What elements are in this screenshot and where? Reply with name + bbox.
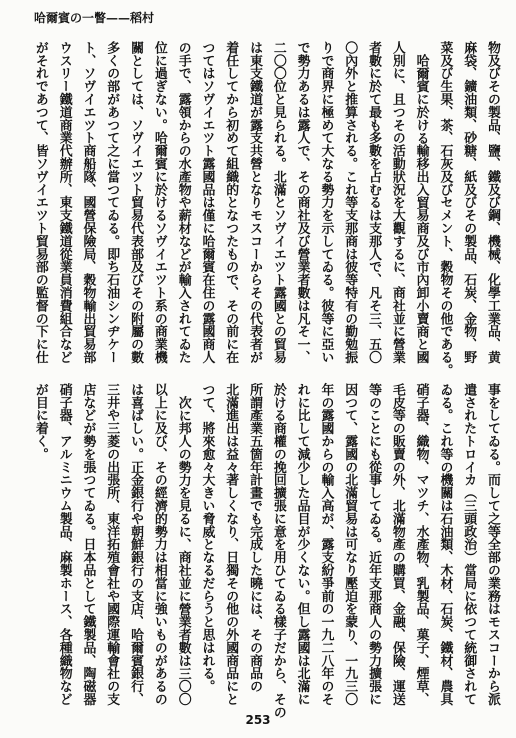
text-column: 於ける商權の挽回擴張に意を用ひてゐる樣子だから、その [270,383,286,719]
text-column: 人別に、且つその活動狀況を大觀するに、商社並に營業 [389,41,405,364]
text-column: 位に過ぎない。哈爾賓に於けるソヴイエツト系の商業機 [151,41,167,364]
text-column: りで商界に極めて大なる勢力を示してゐる。彼等に亞い [318,41,334,364]
running-header: 哈爾賓の一瞥——稻村 [34,11,155,25]
text-column: は喜ばしい。正金銀行や朝鮮銀行の支店、哈爾賓銀行、 [128,383,144,706]
text-column: 毛皮等の販賣の外、北滿物產の購買、金融、保險、運送 [389,383,405,706]
text-column: 等のことにも從事してゐる。近年支那商人の勢力擴張に [366,383,382,706]
text-column: の手で、露領からの水產物や薪材などが輸入されてゐた [175,41,191,364]
text-column: 者數に於て最も多數を占むるは支那人で、凡そ三、五〇 [366,41,382,364]
upper-text-block [28,41,504,377]
page-number: 253 [245,713,271,727]
text-column: 關としては、ソヴイエツト貿易代表部及びその附屬の數 [128,41,144,364]
text-column: 三井や三菱の出張所、東洋拓殖會社や國際運輸會社の支 [104,383,120,706]
text-column: ゐる。これ等の機關は石油類、木材、石炭、鐵材、農具 [437,383,453,706]
text-column: 遣されたトロイカ（三頭政治）當局に依つて統御されて [461,383,477,706]
text-column: 店などが勢を張つてゐる。日本品として鐵製品、陶磁器 [80,383,96,706]
text-column: 因つて、露國の北滿貿易は可なり壓迫を蒙り、一九三〇 [342,383,358,706]
text-column: ト、ソヴイエツト商船隊、國營保險局、穀物輸出貿易部 [80,41,96,364]
text-column: 所謂產業五箇年計畫でも完成した曉には、その商品の [247,383,263,693]
text-column: が目に着く。 [32,383,48,461]
text-column: 物及びその製品、鹽、鐵及び鋼、機械、化學工業品、黄 [485,41,500,364]
text-column: は東支鐵道が露支共營となりモスコーからその代表者が [247,41,263,364]
text-column: 年の露國からの輸入高が、露支紛爭前の一九二八年のそ [318,383,334,706]
text-column: つて、將來愈々大きい脅威となるだらうと思はれる。 [199,383,215,693]
text-column: 着任してから初めて組織的となつたもので、その前に在 [223,41,239,364]
text-column: ウスリー鐵道商業代辦所、東支鐵道從業員消費組合など [56,41,72,364]
text-column: 多くの部があつて之に當つてゐる。即ち石油シンヂケー [104,41,120,364]
text-column: 次に邦人の勢力を見るに、商社並に營業者數は三〇〇 [175,395,191,706]
text-column: 硝子器、織物、マツチ、水產物、乳製品、菓子、煙草、 [413,383,429,706]
text-column: 北滿進出は益々著しくなり、日獨その他の外國商品にと [223,383,239,706]
text-column: で勢力あるは露人で、その商社及び營業者數は凡そ一、 [294,41,310,364]
lower-text-block [28,383,504,719]
text-column: 菜及び生果、茶、石灰及びセメント、穀物その他である。 [437,41,453,377]
text-column: 事をしてゐる。而して之等全部の業務はモスコーから派 [485,383,500,706]
text-column: 以上に及び、その經濟的勢力は相當に強いものがあるの [151,383,167,706]
text-column: 硝子器、アルミニウム製品、麻製ホース、各種織物など [56,383,72,706]
text-column: がそれであつて、皆ソヴイエツト貿易部の監督の下に仕 [32,41,48,364]
text-column: つてはソヴイエツト露國品は僅に哈爾賓在住の露國商人 [199,41,215,364]
text-column: 二〇〇位と見られる。北滿とソヴイエツト露國との貿易 [270,41,286,364]
text-column: 哈爾賓に於ける輸移出入貿易商及び市內卸小賣商と國 [413,53,429,364]
text-column: 〇內外と推算される。これ等支那商は彼等特有の勤勉振 [342,41,358,364]
text-column: れに比して減少した品目が少くない。但し露國は北滿に [294,383,310,706]
text-column: 麻袋、鑛油類、砂糖、紙及びその製品、石炭、金物、野 [461,41,477,364]
